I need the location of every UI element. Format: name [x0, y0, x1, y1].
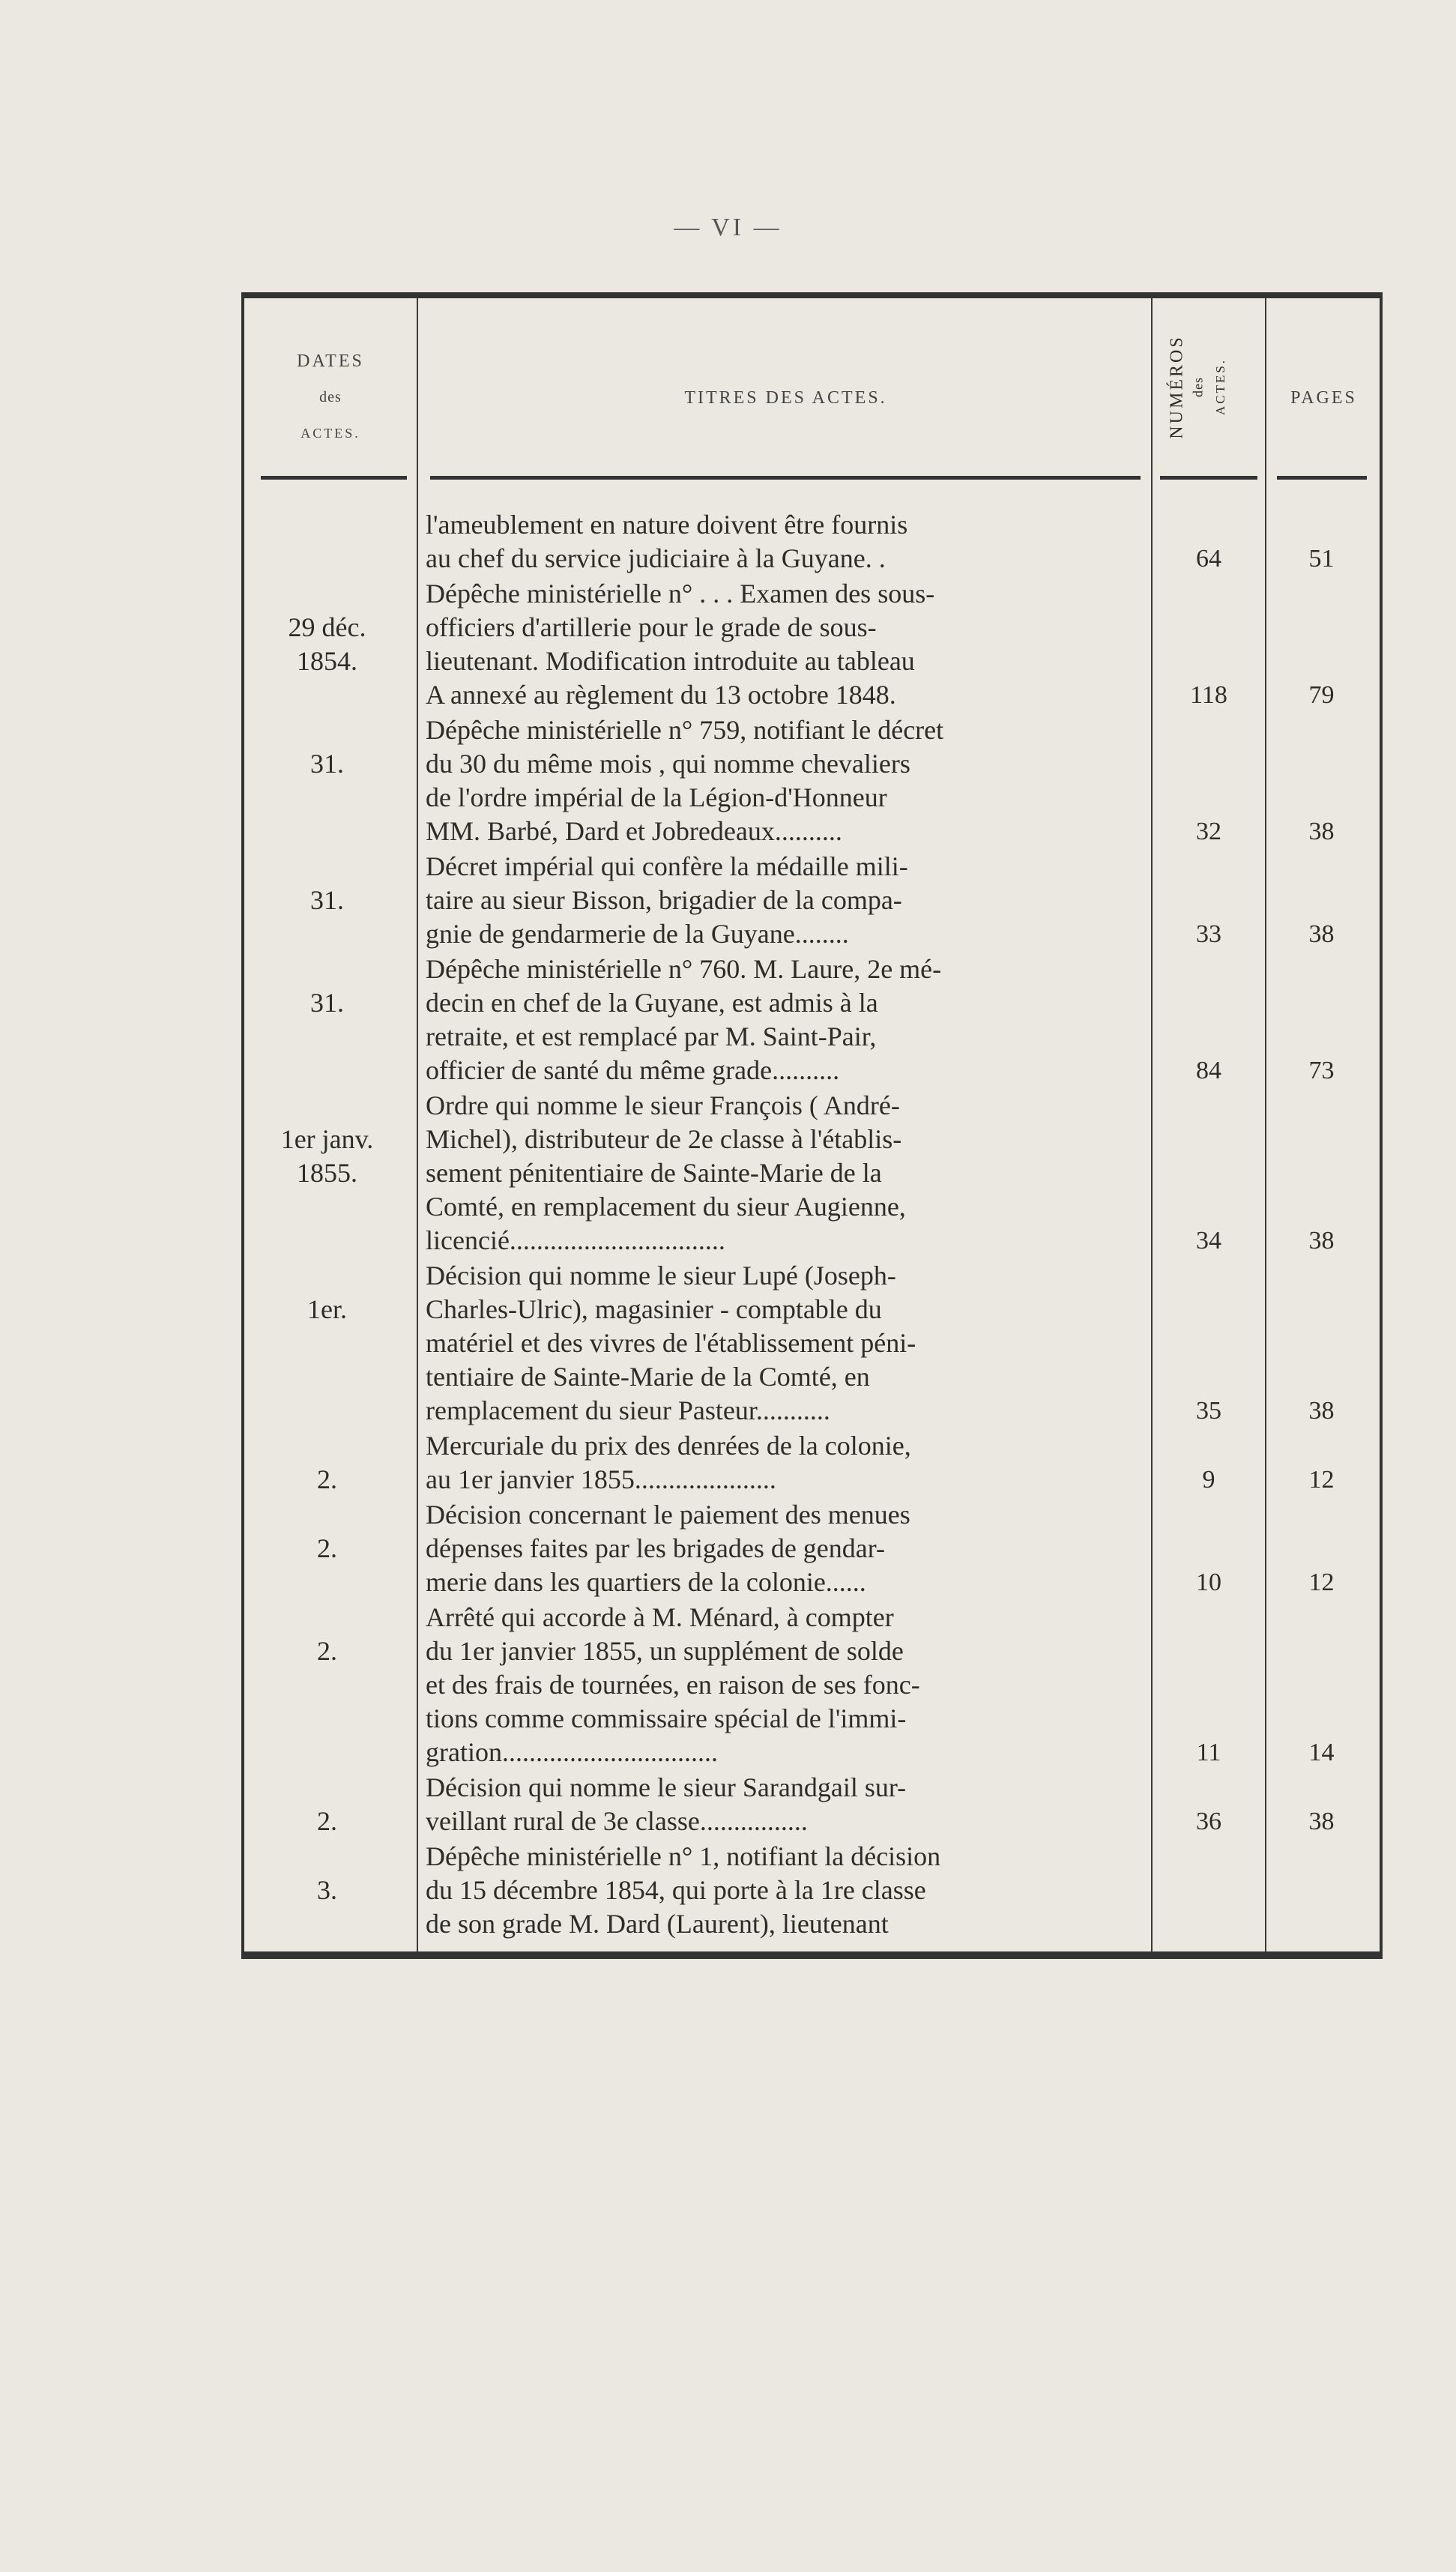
row-title: [426, 713, 1138, 848]
row-title-line: Dépêche ministérielle n° 759, notifiant le décret: [426, 715, 944, 745]
row-number: 33: [1196, 920, 1221, 948]
header-numbers: [1155, 313, 1267, 463]
row-title-line: Charles-Ulric), magasinier - comptable du: [426, 1294, 882, 1324]
row-page: 73: [1308, 1057, 1335, 1084]
row-title-line: Dépêche ministérielle n° . . . Examen des sous-: [426, 579, 935, 609]
column-divider-titles: [1151, 298, 1153, 1951]
row-number: 34: [1196, 1227, 1221, 1255]
row-title-line: dépenses faites par les brigades de gendar-: [426, 1533, 886, 1563]
row-title: [426, 1771, 1138, 1838]
row-title: [426, 1089, 1138, 1258]
row-title: [426, 1429, 1138, 1497]
header-rule-titles: [430, 476, 1141, 480]
row-date: 2.: [317, 1806, 337, 1836]
row-page: 38: [1308, 920, 1335, 948]
row-number: 36: [1196, 1808, 1221, 1835]
row-title-line: Décision qui nomme le sieur Sarandgail sur-: [426, 1772, 907, 1802]
row-title-line: A annexé au règlement du 13 octobre 1848.: [426, 680, 896, 710]
row-number: 64: [1196, 545, 1221, 573]
header-pages: PAGES: [1290, 388, 1357, 408]
row-title-line: du 30 du même mois , qui nomme chevaliers: [426, 749, 910, 779]
row-title-line: de l'ordre impérial de la Légion-d'Honneur: [426, 782, 887, 812]
row-date: 1er.: [307, 1294, 347, 1324]
row-page: 38: [1308, 1227, 1335, 1255]
row-date: 31.: [310, 988, 344, 1018]
row-page: 38: [1308, 1397, 1335, 1425]
header-dates-line1: DATES: [297, 351, 364, 371]
row-title-line: et des frais de tournées, en raison de ses fonc-: [426, 1670, 920, 1700]
row-title: [426, 953, 1138, 1087]
row-page: 12: [1308, 1466, 1335, 1494]
row-title-line: au 1er janvier 1855.....................: [426, 1464, 776, 1494]
row-page: 38: [1308, 1808, 1335, 1835]
column-divider-dates: [417, 298, 418, 1951]
header-rule-numbers: [1160, 476, 1257, 480]
header-rule-dates: [261, 476, 407, 480]
row-title-line: officier de santé du même grade..........: [426, 1055, 840, 1085]
row-title-line: officiers d'artillerie pour le grade de sous-: [426, 612, 877, 642]
index-table: [241, 292, 1383, 1959]
row-number: 32: [1196, 818, 1221, 845]
row-title: [426, 508, 1138, 576]
row-date: 1er janv. 1855.: [280, 1124, 374, 1188]
row-title-line: Arrêté qui accorde à M. Ménard, à compter: [426, 1602, 894, 1632]
row-number: 9: [1202, 1466, 1215, 1494]
header-titles: TITRES DES ACTES.: [684, 388, 887, 408]
row-date: 2.: [317, 1464, 337, 1494]
row-title-line: taire au sieur Bisson, brigadier de la compa-: [426, 885, 902, 915]
row-title-line: licencié................................: [426, 1225, 725, 1255]
row-title-line: Comté, en remplacement du sieur Augienne,: [426, 1192, 906, 1222]
header-numbers-line3: ACTES.: [1213, 357, 1227, 416]
row-title-line: tentiaire de Sainte-Marie de la Comté, en: [426, 1362, 870, 1392]
row-title-line: de son grade M. Dard (Laurent), lieutenant: [426, 1909, 889, 1939]
page-number: — VI —: [674, 214, 782, 241]
row-title-line: Décret impérial qui confère la médaille mili-: [426, 851, 908, 881]
row-page: 38: [1308, 818, 1335, 845]
row-title-line: Dépêche ministérielle n° 760. M. Laure, 2e mé-: [426, 954, 942, 984]
row-title-line: Dépêche ministérielle n° 1, notifiant la décision: [426, 1841, 941, 1871]
row-title: [426, 1840, 1138, 1941]
row-number: 11: [1196, 1739, 1221, 1766]
row-date: 29 déc. 1854.: [288, 612, 366, 676]
row-number: 10: [1196, 1569, 1221, 1596]
row-title-line: gration................................: [426, 1737, 718, 1767]
row-title-line: retraite, et est remplacé par M. Saint-Pair,: [426, 1021, 877, 1051]
row-date: 2.: [317, 1636, 337, 1666]
row-title: [426, 1498, 1138, 1599]
column-divider-numbers: [1265, 298, 1266, 1951]
row-date: 31.: [310, 749, 344, 779]
row-title-line: Michel), distributeur de 2e classe à l'établis-: [426, 1124, 902, 1154]
row-title-line: gnie de gendarmerie de la Guyane........: [426, 919, 849, 949]
row-title-line: Décision qui nomme le sieur Lupé (Joseph-: [426, 1261, 896, 1290]
row-date: 31.: [310, 885, 344, 915]
row-date: 3.: [317, 1875, 337, 1905]
row-number: 118: [1190, 681, 1227, 709]
row-title-line: Mercuriale du prix des denrées de la colonie,: [426, 1431, 911, 1461]
row-title-line: l'ameublement en nature doivent être fournis: [426, 510, 908, 540]
row-page: 12: [1308, 1569, 1335, 1596]
row-page: 14: [1308, 1739, 1335, 1766]
header-numbers-line1: NUMÉROS: [1167, 335, 1187, 439]
row-title-line: Décision concernant le paiement des menues: [426, 1500, 910, 1530]
header-rule-pages: [1277, 476, 1367, 480]
row-title-line: Ordre qui nomme le sieur François ( André-: [426, 1090, 900, 1120]
row-title-line: lieutenant. Modification introduite au tableau: [426, 646, 915, 676]
row-number: 35: [1196, 1397, 1221, 1425]
row-title: [426, 1259, 1138, 1428]
row-title: [426, 1601, 1138, 1769]
row-page: 79: [1308, 681, 1335, 709]
row-title-line: veillant rural de 3e classe................: [426, 1806, 808, 1836]
row-number: 84: [1196, 1057, 1221, 1084]
row-date: 2.: [317, 1533, 337, 1563]
header-dates-line3: ACTES.: [300, 426, 360, 441]
row-title-line: sement pénitentiaire de Sainte-Marie de la: [426, 1158, 882, 1188]
header-dates: [252, 343, 409, 451]
header-dates-line2: des: [319, 389, 342, 405]
row-title-line: decin en chef de la Guyane, est admis à la: [426, 988, 878, 1018]
row-title: [426, 577, 1138, 712]
row-title-line: matériel et des vivres de l'établissement péni-: [426, 1328, 916, 1358]
row-title-line: MM. Barbé, Dard et Jobredeaux..........: [426, 816, 842, 846]
row-title-line: au chef du service judiciaire à la Guyane. .: [426, 543, 886, 573]
row-page: 51: [1308, 545, 1335, 573]
header-numbers-line2: des: [1190, 377, 1206, 397]
row-title: [426, 850, 1138, 951]
row-title-line: du 1er janvier 1855, un supplément de solde: [426, 1636, 904, 1666]
row-title-line: remplacement du sieur Pasteur...........: [426, 1395, 830, 1425]
row-title-line: tions comme commissaire spécial de l'immi-: [426, 1703, 907, 1733]
row-title-line: merie dans les quartiers de la colonie......: [426, 1567, 866, 1597]
row-title-line: du 15 décembre 1854, qui porte à la 1re classe: [426, 1875, 926, 1905]
